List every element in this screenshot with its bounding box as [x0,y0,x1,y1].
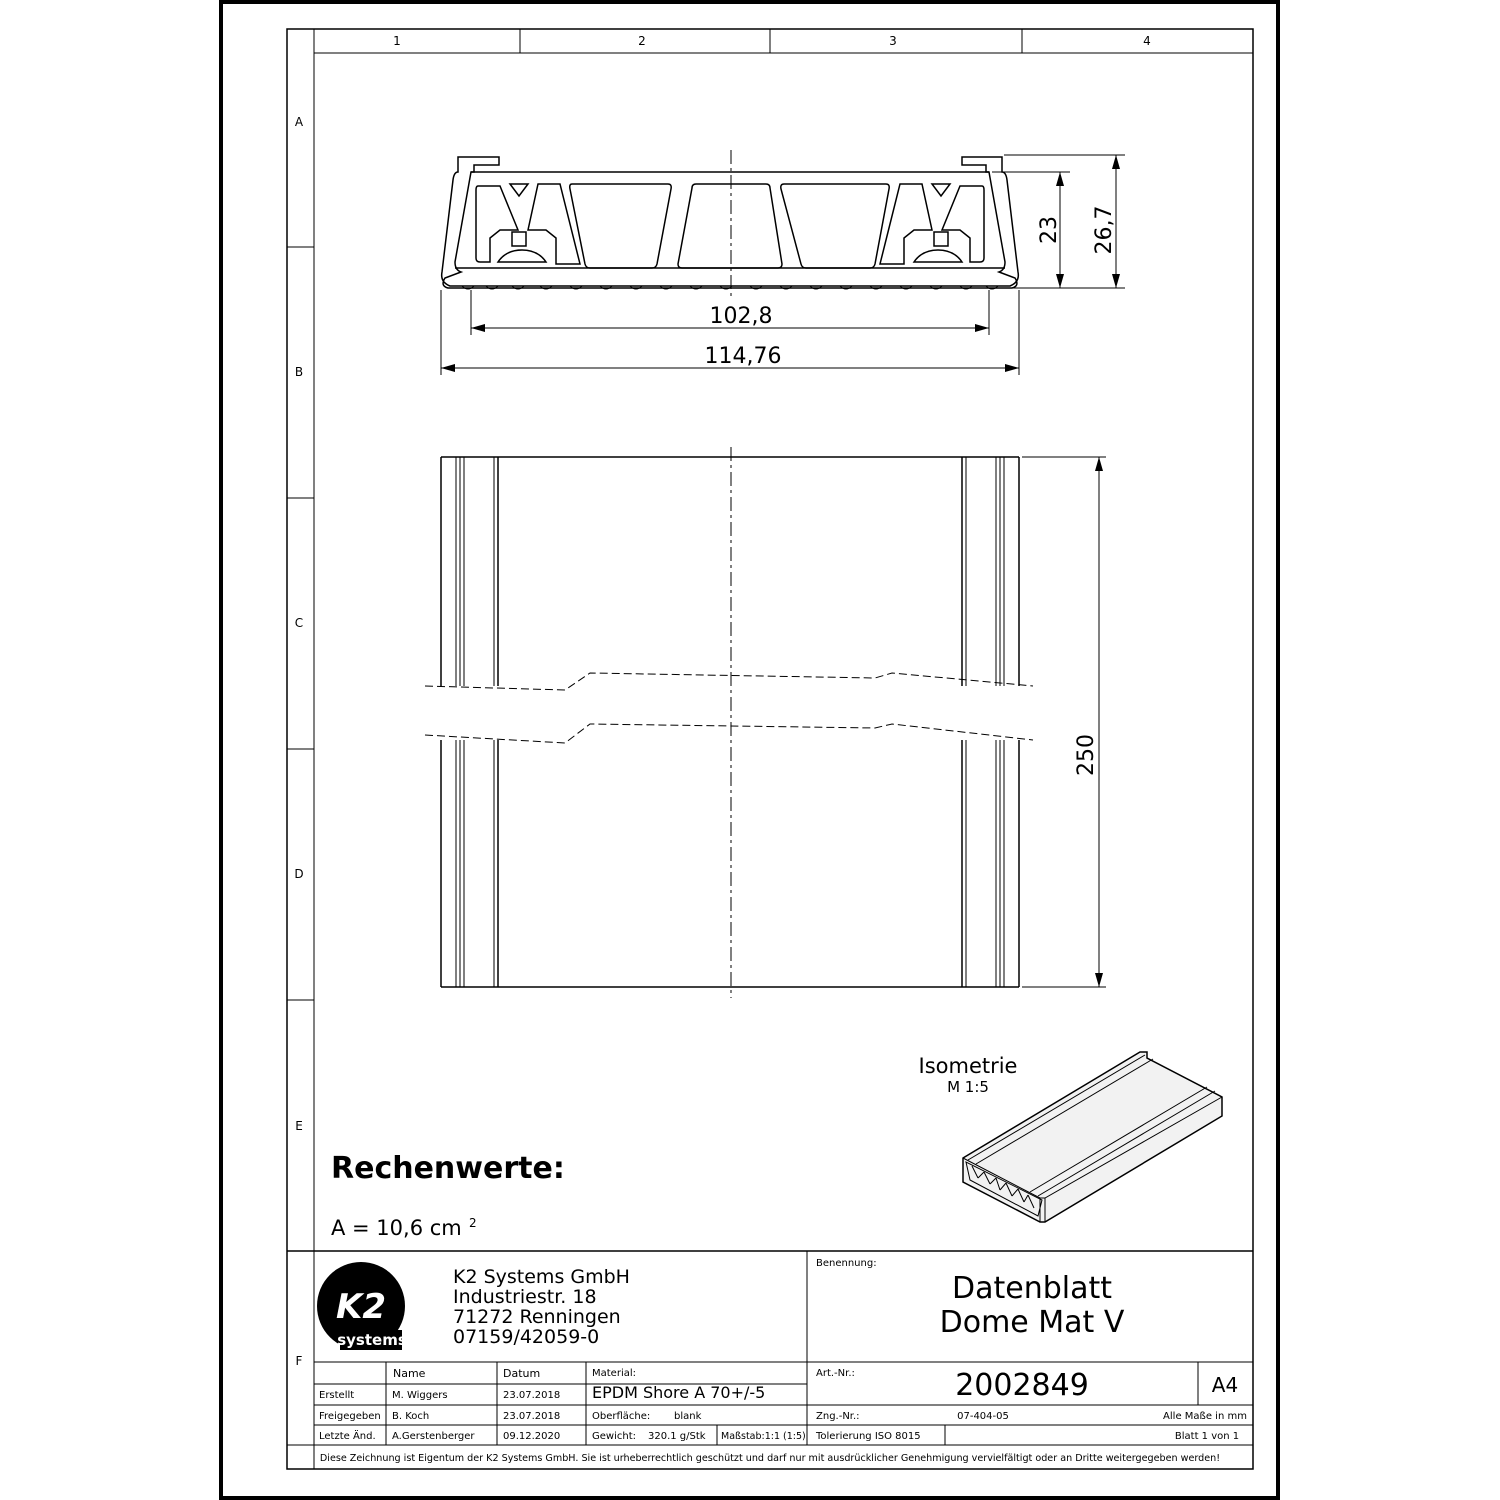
date-approved: 23.07.2018 [503,1411,561,1422]
row-label-d: D [294,867,304,881]
calculated-values-heading: Rechenwerte: [331,1151,565,1186]
dimension-width-inner: 102,8 [709,304,773,329]
role-created: Erstellt [319,1390,355,1401]
dimension-length: 250 [1074,734,1099,776]
drawing-number-label: Zng.-Nr.: [816,1411,860,1422]
name-last-change: A.Gerstenberger [392,1431,475,1442]
surface-label: Oberfläche: [592,1411,651,1422]
dimension-width-total: 114,76 [704,344,782,369]
dimension-height-inner: 23 [1037,216,1062,244]
isometric-title: Isometrie [918,1054,1018,1078]
company-street: Industriestr. 18 [453,1286,597,1308]
weight-value: 320.1 g/Stk [648,1431,706,1442]
row-label-f: F [295,1354,303,1368]
name-created: M. Wiggers [392,1390,448,1401]
isometric-scale: M 1:5 [947,1078,989,1096]
sheet-format: A4 [1211,1373,1239,1397]
tolerance-note: Tolerierung ISO 8015 [816,1431,921,1442]
sheet-count: Blatt 1 von 1 [1174,1431,1240,1442]
article-label: Art.-Nr.: [816,1368,855,1379]
material-value: EPDM Shore A 70+/-5 [592,1383,766,1402]
date-column-header: Datum [503,1367,541,1380]
company-name: K2 Systems GmbH [453,1266,630,1288]
surface-value: blank [674,1411,702,1422]
role-last-change: Letzte Änd. [319,1431,376,1442]
article-number: 2002849 [955,1368,1089,1403]
units-note: Alle Maße in mm [1163,1411,1247,1422]
copyright-disclaimer: Diese Zeichnung ist Eigentum der K2 Systems GmbH. Sie ist urheberrechtlich geschützt und darf nur mit ausdrücklicher Genehmigung vervielfältigt oder an Dritte weitergegeben werden! [319,1453,1221,1464]
material-label: Material: [592,1368,636,1379]
date-last-change: 09.12.2020 [503,1431,561,1442]
company-city: 71272 Renningen [453,1306,621,1328]
weight-label: Gewicht: [592,1431,636,1442]
designation-label: Benennung: [816,1258,877,1269]
company-phone: 07159/42059-0 [453,1326,600,1348]
name-column-header: Name [393,1367,426,1380]
column-label-1: 1 [393,34,401,48]
designation-title-line2: Dome Mat V [939,1305,1125,1340]
role-approved: Freigegeben [319,1411,381,1422]
date-created: 23.07.2018 [503,1390,561,1401]
row-label-c: C [294,616,304,630]
dimension-height-total: 26,7 [1092,205,1117,255]
column-label-4: 4 [1143,34,1151,48]
area-value: A = 10,6 cm [331,1216,462,1240]
row-label-b: B [294,365,304,379]
row-label-e: E [295,1119,303,1133]
designation-title-line1: Datenblatt [951,1271,1113,1306]
row-label-a: A [294,115,304,129]
svg-text:K2: K2 [335,1287,387,1327]
scale-value: Maßstab:1:1 (1:5) [721,1431,806,1442]
drawing-number: 07-404-05 [957,1411,1009,1422]
area-superscript: 2 [469,1216,477,1230]
column-label-2: 2 [638,34,646,48]
svg-text:systems: systems [337,1331,407,1349]
column-label-3: 3 [889,34,897,48]
name-approved: B. Koch [392,1411,430,1422]
